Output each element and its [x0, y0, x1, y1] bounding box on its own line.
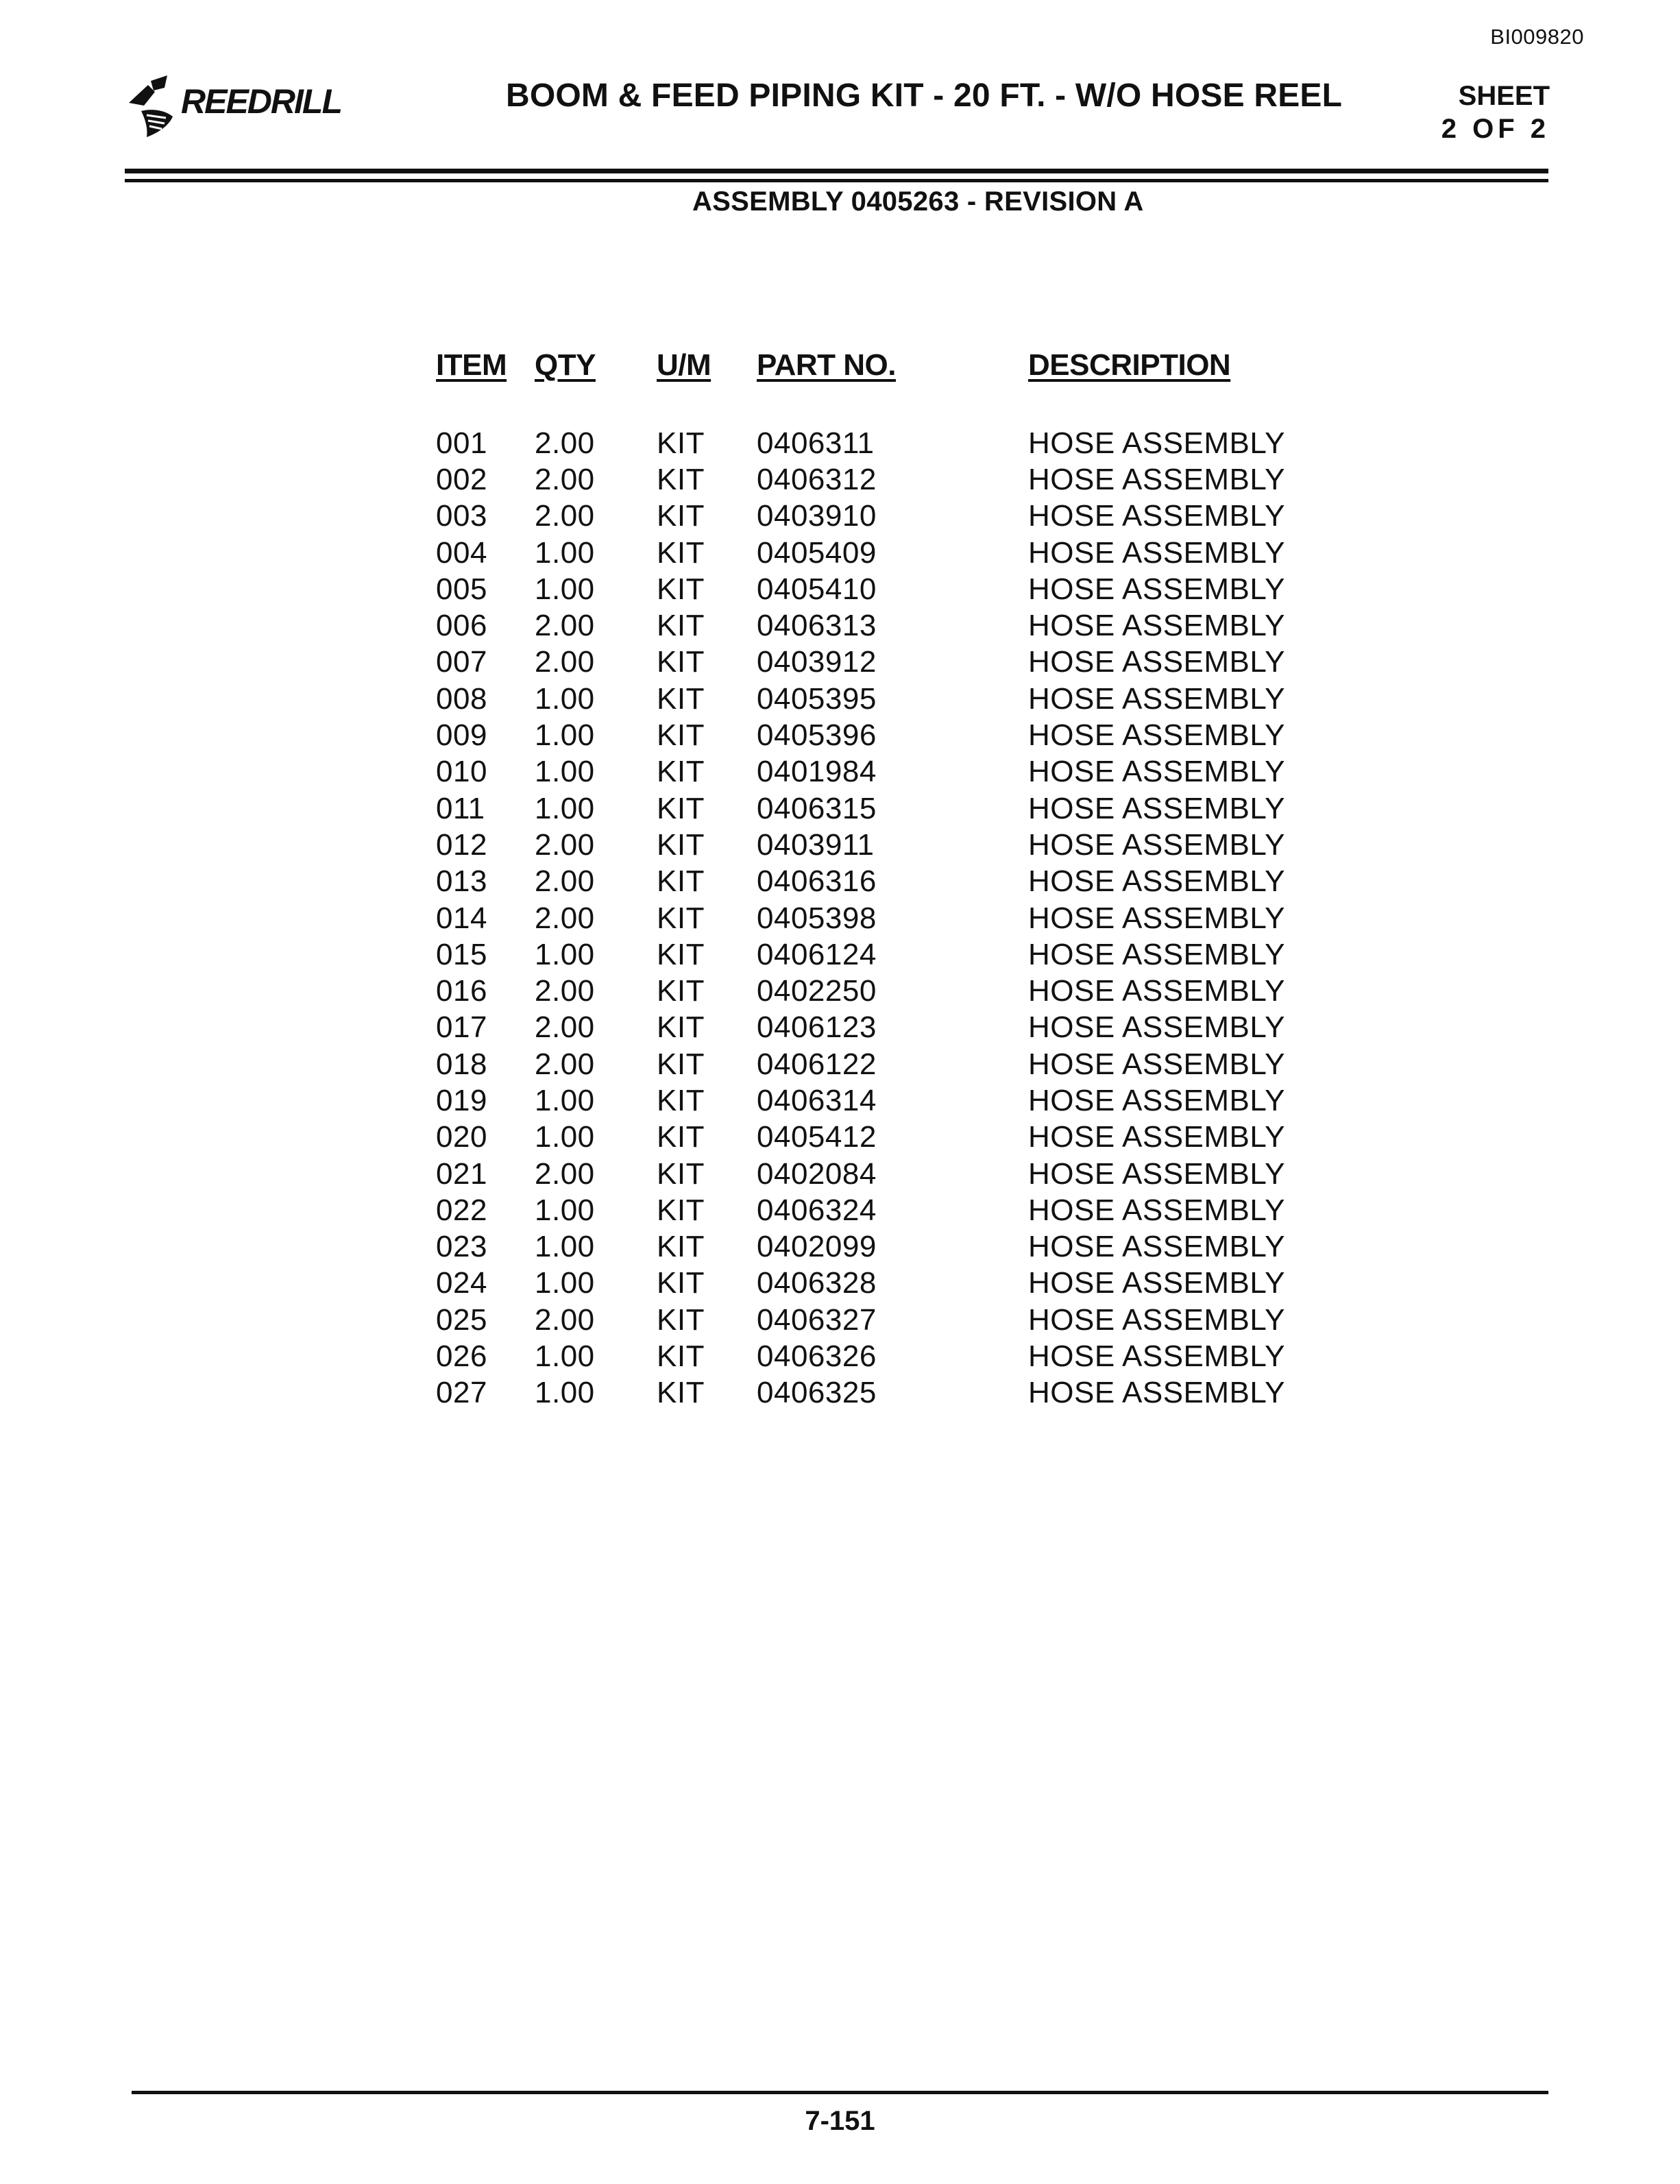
cell-item: 022 [436, 1193, 487, 1227]
parts-table [436, 348, 1371, 1411]
cell-um: KIT [657, 572, 705, 606]
cell-description: HOSE ASSEMBLY [1028, 681, 1285, 716]
cell-item: 002 [436, 462, 487, 496]
page-title: BOOM & FEED PIPING KIT - 20 FT. - W/O HOSE REEL [506, 77, 1343, 114]
cell-part-no: 0405409 [757, 535, 877, 570]
table-row [436, 498, 1371, 535]
table-header-row [436, 348, 1371, 391]
cell-qty: 2.00 [535, 1156, 595, 1191]
table-row [436, 1119, 1371, 1156]
cell-um: KIT [657, 864, 705, 899]
cell-part-no: 0406327 [757, 1302, 877, 1337]
cell-qty: 2.00 [535, 864, 595, 899]
cell-qty: 2.00 [535, 645, 595, 679]
cell-qty: 1.00 [535, 535, 595, 570]
cell-qty: 1.00 [535, 1266, 595, 1300]
cell-qty: 1.00 [535, 681, 595, 716]
cell-qty: 2.00 [535, 901, 595, 935]
column-header-item: ITEM [436, 348, 507, 382]
table-row [436, 425, 1371, 461]
sheet-label: SHEET [1458, 81, 1550, 111]
cell-description: HOSE ASSEMBLY [1028, 462, 1285, 496]
column-header-qty: QTY [535, 348, 596, 382]
cell-item: 023 [436, 1230, 487, 1264]
header-rule-bottom [125, 179, 1548, 182]
cell-description: HOSE ASSEMBLY [1028, 718, 1285, 753]
cell-description: HOSE ASSEMBLY [1028, 609, 1285, 643]
header-spacer [436, 391, 1371, 425]
cell-part-no: 0406122 [757, 1047, 877, 1081]
cell-part-no: 0406325 [757, 1376, 877, 1410]
cell-description: HOSE ASSEMBLY [1028, 974, 1285, 1008]
table-row [436, 461, 1371, 498]
cell-um: KIT [657, 1193, 705, 1227]
cell-um: KIT [657, 1339, 705, 1374]
table-row [436, 1229, 1371, 1265]
cell-um: KIT [657, 1010, 705, 1045]
cell-description: HOSE ASSEMBLY [1028, 1302, 1285, 1337]
cell-um: KIT [657, 1376, 705, 1410]
cell-description: HOSE ASSEMBLY [1028, 426, 1285, 460]
cell-description: HOSE ASSEMBLY [1028, 645, 1285, 679]
table-row [436, 1302, 1371, 1338]
cell-um: KIT [657, 426, 705, 460]
cell-item: 027 [436, 1376, 487, 1410]
cell-description: HOSE ASSEMBLY [1028, 791, 1285, 825]
table-row [436, 827, 1371, 863]
cell-item: 015 [436, 937, 487, 971]
cell-item: 013 [436, 864, 487, 899]
cell-um: KIT [657, 937, 705, 971]
cell-um: KIT [657, 645, 705, 679]
cell-item: 007 [436, 645, 487, 679]
cell-part-no: 0403912 [757, 645, 877, 679]
cell-part-no: 0401984 [757, 755, 877, 789]
cell-description: HOSE ASSEMBLY [1028, 1120, 1285, 1154]
table-row [436, 1046, 1371, 1082]
table-row [436, 717, 1371, 753]
cell-qty: 2.00 [535, 462, 595, 496]
cell-item: 016 [436, 974, 487, 1008]
table-row [436, 644, 1371, 681]
cell-part-no: 0405396 [757, 718, 877, 753]
cell-part-no: 0405410 [757, 572, 877, 606]
document-id: BI009820 [1490, 25, 1584, 49]
cell-um: KIT [657, 791, 705, 825]
table-row [436, 936, 1371, 973]
cell-item: 010 [436, 755, 487, 789]
table-row [436, 1265, 1371, 1302]
table-row [436, 1082, 1371, 1119]
cell-part-no: 0406312 [757, 462, 877, 496]
cell-qty: 1.00 [535, 1120, 595, 1154]
table-row [436, 790, 1371, 827]
cell-part-no: 0406124 [757, 937, 877, 971]
cell-um: KIT [657, 1230, 705, 1264]
cell-item: 020 [436, 1120, 487, 1154]
cell-item: 014 [436, 901, 487, 935]
cell-part-no: 0405398 [757, 901, 877, 935]
cell-um: KIT [657, 827, 705, 862]
cell-qty: 2.00 [535, 827, 595, 862]
cell-description: HOSE ASSEMBLY [1028, 1010, 1285, 1045]
cell-um: KIT [657, 1266, 705, 1300]
cell-qty: 1.00 [535, 718, 595, 753]
cell-item: 018 [436, 1047, 487, 1081]
cell-description: HOSE ASSEMBLY [1028, 755, 1285, 789]
cell-part-no: 0406324 [757, 1193, 877, 1227]
cell-qty: 2.00 [535, 1010, 595, 1045]
cell-qty: 1.00 [535, 1230, 595, 1264]
brand-logo [127, 75, 341, 140]
cell-description: HOSE ASSEMBLY [1028, 827, 1285, 862]
cell-description: HOSE ASSEMBLY [1028, 1339, 1285, 1374]
table-row [436, 1156, 1371, 1192]
table-row [436, 571, 1371, 607]
cell-item: 021 [436, 1156, 487, 1191]
cell-item: 005 [436, 572, 487, 606]
table-row [436, 1338, 1371, 1374]
cell-description: HOSE ASSEMBLY [1028, 1376, 1285, 1410]
cell-item: 001 [436, 426, 487, 460]
column-header-um: U/M [657, 348, 711, 382]
cell-description: HOSE ASSEMBLY [1028, 864, 1285, 899]
cell-description: HOSE ASSEMBLY [1028, 1156, 1285, 1191]
cell-um: KIT [657, 974, 705, 1008]
cell-um: KIT [657, 1120, 705, 1154]
cell-description: HOSE ASSEMBLY [1028, 1047, 1285, 1081]
sheet-indicator [1441, 80, 1550, 145]
table-row [436, 1375, 1371, 1411]
cell-part-no: 0406328 [757, 1266, 877, 1300]
cell-part-no: 0406313 [757, 609, 877, 643]
cell-um: KIT [657, 901, 705, 935]
cell-part-no: 0406326 [757, 1339, 877, 1374]
cell-um: KIT [657, 499, 705, 533]
reedrill-logo-icon [127, 75, 178, 140]
table-row [436, 973, 1371, 1009]
cell-item: 025 [436, 1302, 487, 1337]
assembly-revision: ASSEMBLY 0405263 - REVISION A [692, 186, 1144, 217]
cell-qty: 2.00 [535, 1302, 595, 1337]
cell-description: HOSE ASSEMBLY [1028, 1230, 1285, 1264]
cell-um: KIT [657, 535, 705, 570]
cell-part-no: 0405412 [757, 1120, 877, 1154]
cell-part-no: 0402250 [757, 974, 877, 1008]
cell-qty: 2.00 [535, 426, 595, 460]
cell-qty: 1.00 [535, 572, 595, 606]
cell-description: HOSE ASSEMBLY [1028, 535, 1285, 570]
cell-um: KIT [657, 1083, 705, 1117]
cell-description: HOSE ASSEMBLY [1028, 572, 1285, 606]
cell-description: HOSE ASSEMBLY [1028, 901, 1285, 935]
cell-qty: 2.00 [535, 974, 595, 1008]
column-header-description: DESCRIPTION [1028, 348, 1231, 382]
cell-item: 006 [436, 609, 487, 643]
cell-description: HOSE ASSEMBLY [1028, 1083, 1285, 1117]
cell-item: 008 [436, 681, 487, 716]
brand-name: REEDRILL [181, 82, 341, 121]
table-row [436, 535, 1371, 571]
cell-part-no: 0403911 [757, 827, 875, 862]
cell-um: KIT [657, 1047, 705, 1081]
column-header-part-no: PART NO. [757, 348, 896, 382]
table-row [436, 681, 1371, 717]
cell-qty: 1.00 [535, 755, 595, 789]
page-number: 7-151 [805, 2106, 875, 2136]
cell-qty: 2.00 [535, 1047, 595, 1081]
cell-part-no: 0406311 [757, 426, 875, 460]
cell-qty: 1.00 [535, 1376, 595, 1410]
cell-item: 012 [436, 827, 487, 862]
cell-item: 011 [436, 791, 485, 825]
cell-part-no: 0406314 [757, 1083, 877, 1117]
cell-part-no: 0406316 [757, 864, 877, 899]
cell-part-no: 0402099 [757, 1230, 877, 1264]
footer-rule [132, 2091, 1548, 2094]
cell-description: HOSE ASSEMBLY [1028, 1193, 1285, 1227]
sheet-number: 2 OF 2 [1441, 114, 1550, 144]
cell-item: 024 [436, 1266, 487, 1300]
cell-qty: 2.00 [535, 609, 595, 643]
cell-item: 003 [436, 499, 487, 533]
cell-part-no: 0405395 [757, 681, 877, 716]
table-row [436, 754, 1371, 790]
cell-um: KIT [657, 681, 705, 716]
cell-um: KIT [657, 609, 705, 643]
cell-part-no: 0403910 [757, 499, 877, 533]
cell-qty: 1.00 [535, 1339, 595, 1374]
cell-qty: 1.00 [535, 1193, 595, 1227]
table-row [436, 1192, 1371, 1228]
cell-description: HOSE ASSEMBLY [1028, 499, 1285, 533]
cell-part-no: 0406315 [757, 791, 877, 825]
cell-um: KIT [657, 718, 705, 753]
cell-qty: 1.00 [535, 1083, 595, 1117]
table-row [436, 607, 1371, 644]
cell-um: KIT [657, 755, 705, 789]
parts-table-body [436, 425, 1371, 1411]
table-row [436, 864, 1371, 900]
cell-qty: 1.00 [535, 937, 595, 971]
header-rule-top [125, 169, 1548, 173]
cell-qty: 1.00 [535, 791, 595, 825]
cell-qty: 2.00 [535, 499, 595, 533]
cell-item: 026 [436, 1339, 487, 1374]
cell-um: KIT [657, 1302, 705, 1337]
cell-item: 019 [436, 1083, 487, 1117]
cell-part-no: 0402084 [757, 1156, 877, 1191]
cell-part-no: 0406123 [757, 1010, 877, 1045]
cell-um: KIT [657, 462, 705, 496]
cell-item: 004 [436, 535, 487, 570]
table-row [436, 900, 1371, 936]
cell-um: KIT [657, 1156, 705, 1191]
table-row [436, 1010, 1371, 1046]
cell-description: HOSE ASSEMBLY [1028, 1266, 1285, 1300]
cell-description: HOSE ASSEMBLY [1028, 937, 1285, 971]
cell-item: 017 [436, 1010, 487, 1045]
cell-item: 009 [436, 718, 487, 753]
